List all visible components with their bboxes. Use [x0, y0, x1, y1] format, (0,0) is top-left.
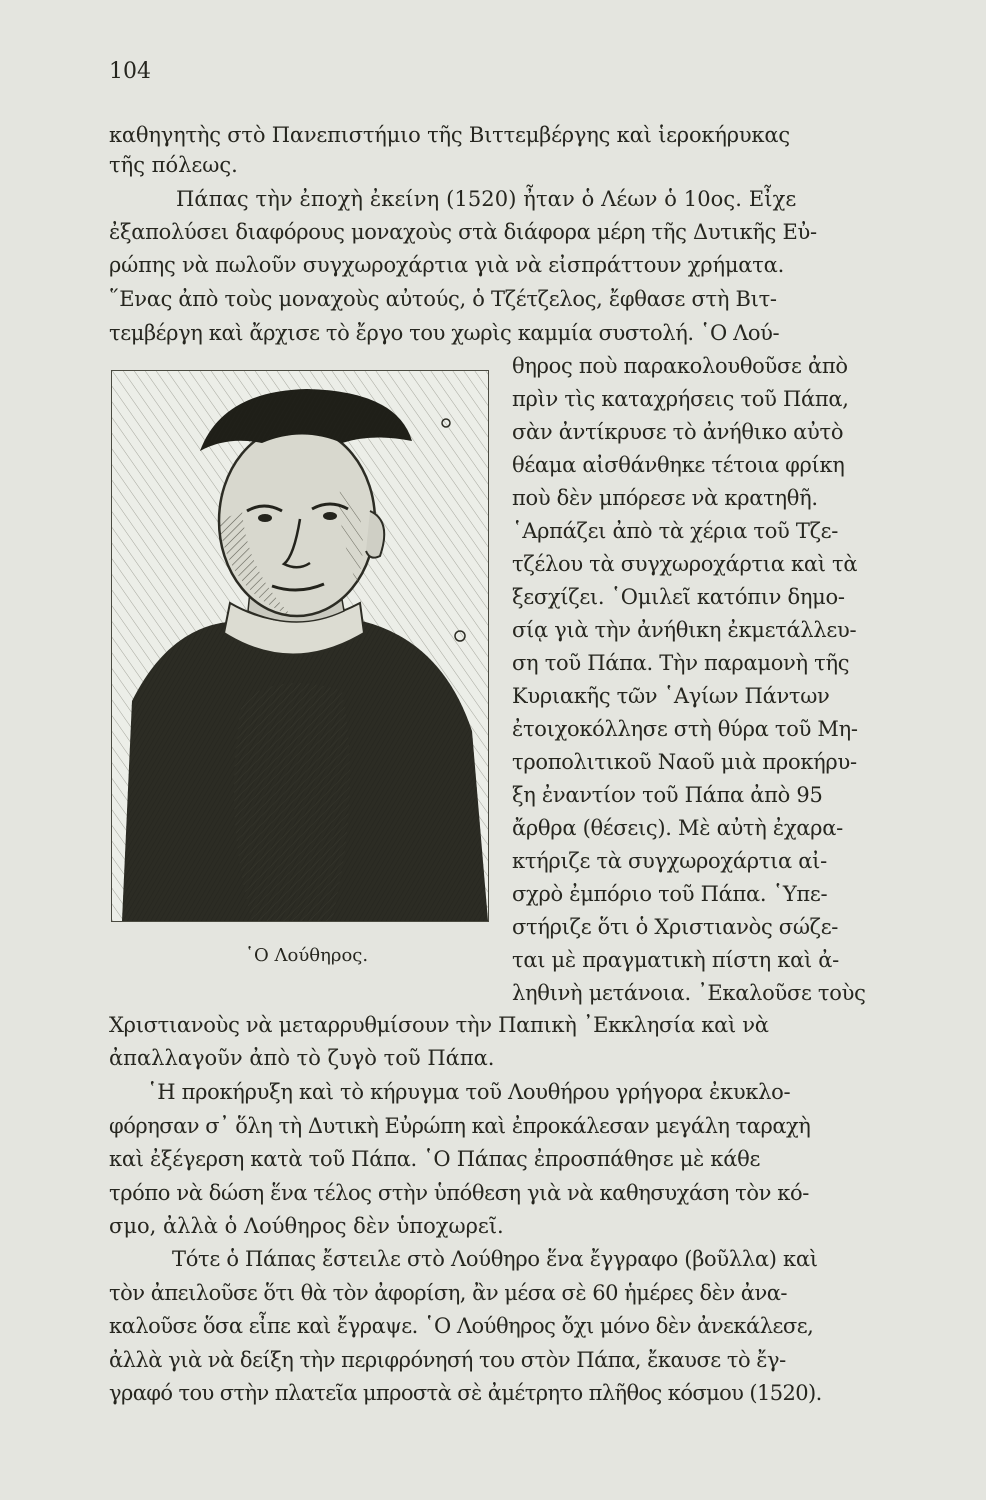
text-line: σμο, ἀλλὰ ὁ Λούθηρος δὲν ὑποχωρεῖ.	[109, 1214, 504, 1238]
text-line: καὶ ἐξέγερση κατὰ τοῦ Πάπα. ῾Ο Πάπας ἐπροσπάθησε μὲ κάθε	[109, 1147, 761, 1171]
text-line: ἐξαπολύσει διαφόρους μοναχοὺς στὰ διάφορα μέρη τῆς Δυτικῆς Εὐ-	[109, 220, 817, 244]
text-line: καθηγητὴς στὸ Πανεπιστήμιο τῆς Βιττεμβέργης καὶ ἱεροκήρυκας	[109, 123, 790, 147]
text-line: ἀλλὰ γιὰ νὰ δείξη τὴν περιφρόνησή του στὸν Πάπα, ἔκαυσε τὸ ἔγ-	[109, 1348, 786, 1372]
text-line: ρώπης νὰ πωλοῦν συγχωροχάρτια γιὰ νὰ εἰσπράττουν χρήματα.	[109, 253, 785, 277]
portrait-caption: ῾Ο Λούθηρος.	[245, 945, 369, 966]
portrait-engraving-icon	[112, 371, 488, 921]
text-line: τεμβέργη καὶ ἄρχισε τὸ ἔργο του χωρὶς καμμία συστολή. ῾Ο Λού-	[109, 321, 780, 345]
text-line: τρόπο νὰ δώση ἕνα τέλος στὴν ὑπόθεση γιὰ νὰ καθησυχάση τὸν κό-	[109, 1181, 809, 1205]
page-number: 104	[109, 59, 151, 84]
text-line: Πάπας τὴν ἐποχὴ ἐκείνη (1520) ἦταν ὁ Λέων ὁ 10ος. Εἶχε	[176, 187, 797, 211]
text-line: σὰν ἀντίκρυσε τὸ ἀνήθικο αὐτὸ	[512, 420, 844, 444]
text-line: ξη ἐναντίον τοῦ Πάπα ἀπὸ 95	[512, 783, 823, 807]
text-line: κτήριζε τὰ συγχωροχάρτια αἰ-	[512, 849, 827, 873]
text-line: τὸν ἀπειλοῦσε ὅτι θὰ τὸν ἀφορίση, ἂν μέσα σὲ 60 ἡμέρες δὲν ἀνα-	[109, 1281, 788, 1305]
text-line: ἄρθρα (θέσεις). Μὲ αὐτὴ ἐχαρα-	[512, 816, 843, 840]
text-line: γραφό του στὴν πλατεῖα μπροστὰ σὲ ἀμέτρητο πλῆθος κόσμου (1520).	[109, 1381, 822, 1405]
text-line: ξεσχίζει. ῾Ομιλεῖ κατόπιν δημο-	[512, 585, 845, 609]
text-line: θέαμα αἰσθάνθηκε τέτοια φρίκη	[512, 453, 845, 477]
text-line: ληθινὴ μετάνοια. ᾿Εκαλοῦσε τοὺς	[512, 981, 866, 1005]
text-line: στήριζε ὅτι ὁ Χριστιανὸς σώζε-	[512, 915, 839, 939]
text-line: ῾Αρπάζει ἀπὸ τὰ χέρια τοῦ Τζε-	[512, 519, 839, 543]
text-line: σχρὸ ἐμπόριο τοῦ Πάπα. ῾Υπε-	[512, 882, 828, 906]
text-line: ῞Ενας ἀπὸ τοὺς μοναχοὺς αὐτούς, ὁ Τζέτζελος, ἔφθασε στὴ Βιτ-	[109, 287, 777, 311]
text-line: τῆς πόλεως.	[109, 153, 238, 177]
text-line: Κυριακῆς τῶν ῾Αγίων Πάντων	[512, 684, 830, 708]
text-line: ποὺ δὲν μπόρεσε νὰ κρατηθῆ.	[512, 486, 818, 510]
text-line: θηρος ποὺ παρακολουθοῦσε ἀπὸ	[512, 354, 848, 378]
text-line: φόρησαν σ᾿ ὅλη τὴ Δυτικὴ Εὐρώπη καὶ ἐπροκάλεσαν μεγάλη ταραχὴ	[109, 1114, 811, 1138]
text-line: τζέλου τὰ συγχωροχάρτια καὶ τὰ	[512, 552, 858, 576]
text-line: σίᾳ γιὰ τὴν ἀνήθικη ἐκμετάλλευ-	[512, 618, 857, 642]
text-line: Χριστιανοὺς νὰ μεταρρυθμίσουν τὴν Παπικὴ ᾿Εκκλησία καὶ νὰ	[109, 1013, 769, 1037]
text-line: ἀπαλλαγοῦν ἀπὸ τὸ ζυγὸ τοῦ Πάπα.	[109, 1046, 495, 1070]
text-line: καλοῦσε ὅσα εἶπε καὶ ἔγραψε. ῾Ο Λούθηρος ὄχι μόνο δὲν ἀνεκάλεσε,	[109, 1314, 814, 1338]
text-line: ῾Η προκήρυξη καὶ τὸ κήρυγμα τοῦ Λουθήρου γρήγορα ἐκυκλο-	[147, 1080, 791, 1104]
text-line: ἐτοιχοκόλλησε στὴ θύρα τοῦ Μη-	[512, 717, 858, 741]
text-line: ται μὲ πραγματικὴ πίστη καὶ ἀ-	[512, 948, 839, 972]
text-line: ση τοῦ Πάπα. Τὴν παραμονὴ τῆς	[512, 651, 850, 675]
text-line: τροπολιτικοῦ Ναοῦ μιὰ προκήρυ-	[512, 750, 857, 774]
text-line: πρὶν τὶς καταχρήσεις τοῦ Πάπα,	[512, 387, 849, 411]
text-line: Τότε ὁ Πάπας ἔστειλε στὸ Λούθηρο ἕνα ἔγγραφο (βοῦλλα) καὶ	[172, 1247, 818, 1271]
portrait-engraving	[111, 370, 489, 922]
